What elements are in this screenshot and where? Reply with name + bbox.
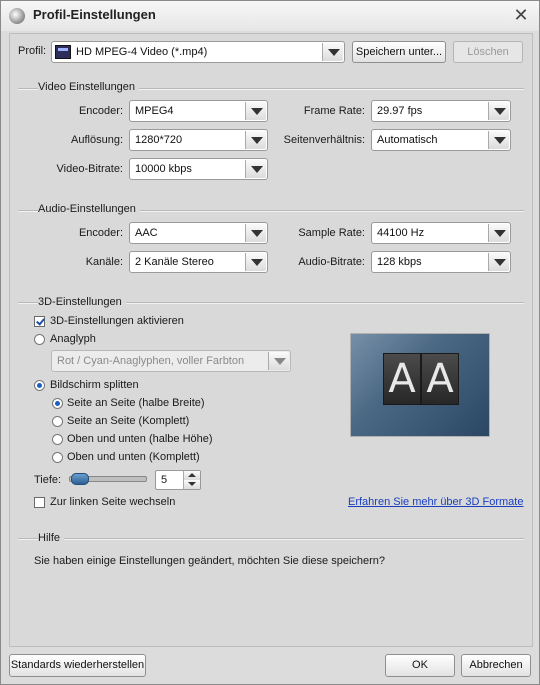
option-top-bottom-half-label: Oben und unten (halbe Höhe) bbox=[67, 433, 213, 445]
video-encoder-value: MPEG4 bbox=[135, 105, 174, 117]
option-side-by-side-full-label: Seite an Seite (Komplett) bbox=[67, 415, 190, 427]
video-encoder-label: Encoder: bbox=[78, 105, 123, 117]
help-group-divider bbox=[18, 538, 524, 540]
learn-more-3d-link[interactable]: Erfahren Sie mehr über 3D Formate bbox=[348, 496, 524, 508]
title-bar bbox=[1, 1, 539, 31]
option-top-bottom-half-radio[interactable] bbox=[52, 434, 63, 445]
aspect-ratio-value: Automatisch bbox=[377, 134, 438, 146]
settings-panel bbox=[9, 33, 533, 647]
channels-select[interactable] bbox=[129, 251, 268, 273]
anaglyph-select[interactable] bbox=[51, 350, 291, 372]
enable-3d-checkbox[interactable] bbox=[34, 316, 45, 327]
option-side-by-side-full-radio[interactable] bbox=[52, 416, 63, 427]
audio-encoder-value: AAC bbox=[135, 227, 158, 239]
channels-label: Kanäle: bbox=[85, 256, 123, 268]
sample-rate-label: Sample Rate: bbox=[298, 227, 365, 239]
option-top-bottom-full-radio[interactable] bbox=[52, 452, 63, 463]
video-file-icon bbox=[55, 45, 71, 59]
cancel-button[interactable]: Abbrechen bbox=[461, 654, 531, 677]
chevron-down-icon[interactable] bbox=[322, 43, 343, 61]
threed-group-title: 3D-Einstellungen bbox=[38, 296, 126, 308]
close-icon[interactable]: ✕ bbox=[513, 5, 529, 25]
video-bitrate-value: 10000 kbps bbox=[135, 163, 192, 175]
depth-label: Tiefe: bbox=[34, 474, 62, 486]
save-as-button[interactable]: Speichern unter... bbox=[352, 41, 446, 63]
audio-encoder-select[interactable] bbox=[129, 222, 268, 244]
resolution-value: 1280*720 bbox=[135, 134, 183, 146]
audio-bitrate-label: Audio-Bitrate: bbox=[298, 256, 365, 268]
anaglyph-value: Rot / Cyan-Anaglyphen, voller Farbton bbox=[57, 355, 245, 367]
option-top-bottom-full-label: Oben und unten (Komplett) bbox=[67, 451, 200, 463]
profile-label: Profil: bbox=[18, 45, 47, 57]
resolution-select[interactable] bbox=[129, 129, 268, 151]
video-bitrate-label: Video-Bitrate: bbox=[56, 163, 123, 175]
sample-rate-value: 44100 Hz bbox=[377, 227, 425, 239]
depth-spinbox[interactable] bbox=[155, 470, 201, 490]
channels-value: 2 Kanäle Stereo bbox=[135, 256, 214, 268]
resolution-label: Auflösung: bbox=[71, 134, 123, 146]
depth-value: 5 bbox=[161, 474, 168, 486]
help-group-title: Hilfe bbox=[38, 532, 64, 544]
restore-defaults-button[interactable]: Standards wiederherstellen bbox=[9, 654, 146, 677]
audio-group-title: Audio-Einstellungen bbox=[38, 203, 140, 215]
chevron-down-icon[interactable] bbox=[245, 160, 266, 178]
switch-left-label: Zur linken Seite wechseln bbox=[50, 496, 176, 508]
help-text: Sie haben einige Einstellungen geändert, möchten Sie diese speichern? bbox=[34, 555, 386, 567]
preview-letter-left: A bbox=[383, 353, 421, 405]
video-group-title: Video Einstellungen bbox=[38, 81, 139, 93]
option-side-by-side-half-label: Seite an Seite (halbe Breite) bbox=[67, 397, 205, 409]
aspect-ratio-label: Seitenverhältnis: bbox=[283, 134, 365, 146]
depth-slider-thumb[interactable] bbox=[71, 473, 89, 485]
delete-button[interactable]: Löschen bbox=[453, 41, 523, 63]
audio-bitrate-value: 128 kbps bbox=[377, 256, 422, 268]
chevron-down-icon[interactable] bbox=[245, 131, 266, 149]
3d-preview-image bbox=[350, 333, 490, 437]
chevron-down-icon[interactable] bbox=[488, 102, 509, 120]
frame-rate-value: 29.97 fps bbox=[377, 105, 423, 117]
option-side-by-side-half-radio[interactable] bbox=[52, 398, 63, 409]
split-screen-label: Bildschirm splitten bbox=[50, 379, 139, 391]
split-screen-radio[interactable] bbox=[34, 380, 45, 391]
ok-button[interactable]: OK bbox=[385, 654, 455, 677]
video-bitrate-select[interactable] bbox=[129, 158, 268, 180]
spin-down-icon[interactable] bbox=[183, 480, 200, 489]
app-icon bbox=[9, 8, 25, 24]
chevron-down-icon[interactable] bbox=[488, 131, 509, 149]
frame-rate-select[interactable] bbox=[371, 100, 511, 122]
chevron-down-icon[interactable] bbox=[245, 102, 266, 120]
audio-bitrate-select[interactable] bbox=[371, 251, 511, 273]
chevron-down-icon[interactable] bbox=[488, 253, 509, 271]
switch-left-checkbox[interactable] bbox=[34, 497, 45, 508]
preview-letter-right: A bbox=[421, 353, 459, 405]
anaglyph-radio[interactable] bbox=[34, 334, 45, 345]
chevron-down-icon[interactable] bbox=[245, 224, 266, 242]
aspect-ratio-select[interactable] bbox=[371, 129, 511, 151]
audio-encoder-label: Encoder: bbox=[78, 227, 123, 239]
dialog-title: Profil-Einstellungen bbox=[33, 7, 156, 22]
profile-value: HD MPEG-4 Video (*.mp4) bbox=[76, 46, 208, 58]
enable-3d-label: 3D-Einstellungen aktivieren bbox=[50, 315, 184, 327]
anaglyph-label: Anaglyph bbox=[50, 333, 96, 345]
profile-select[interactable] bbox=[51, 41, 345, 63]
chevron-down-icon[interactable] bbox=[268, 352, 289, 370]
video-encoder-select[interactable] bbox=[129, 100, 268, 122]
frame-rate-label: Frame Rate: bbox=[303, 105, 365, 117]
sample-rate-select[interactable] bbox=[371, 222, 511, 244]
chevron-down-icon[interactable] bbox=[245, 253, 266, 271]
chevron-down-icon[interactable] bbox=[488, 224, 509, 242]
